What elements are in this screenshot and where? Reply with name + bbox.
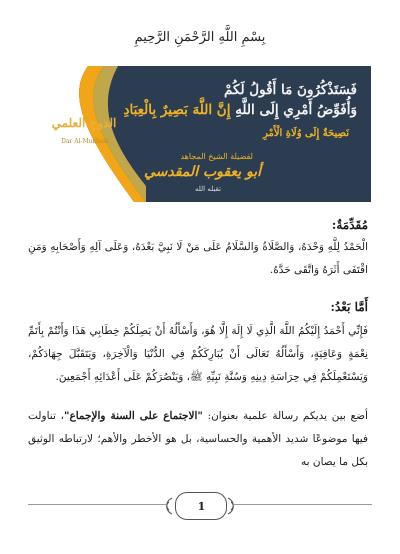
footer-ornament-right-icon	[227, 497, 237, 515]
last-paragraph-post: ، تناولت فيها موضوعًا شديد الأهمية والحساسية، بل هو الأخطر والأهم؛ لارتباطه الوثيق بكل ما يصان به	[28, 410, 368, 468]
banner-subtitle: نَصِيحَةٌ إِلَى وُلَاةِ الْأَمْرِ	[262, 128, 349, 139]
publisher-logo: الدوح العلمي	[51, 116, 117, 130]
page-number: 1	[197, 500, 206, 513]
title-banner	[26, 66, 371, 202]
headline-line-2b: إِنَّ اللَّهَ بَصِيرٌ بِالْعِبَادِ	[123, 102, 231, 118]
author-prefix: لفضيلة الشيخ المجاهد	[180, 152, 253, 161]
author-suffix: تقبله الله	[194, 185, 221, 193]
footer-divider-right	[234, 504, 372, 505]
last-paragraph-pre: أضع بين يديكم رسالة علمية بعنوان:	[202, 410, 368, 422]
amma-paragraph: فَإِنِّي أَحْمَدُ إِلَيْكُمُ اللَّهَ الَّذِي لَا إِلَهَ إِلَّا هُوَ، وَأَسْأَلُهُ أَنْ يَصِلَكُمْ خِطَابِي هَذَا وَأَنْتُمْ بِأَتَمِّ نِعْمَةٍ وَعَافِيَةٍ، وَأَسْأَلُهُ تَعَالَى أَنْ يُبَارِكَكُمْ فِي الدُّنْيَا وَالْآخِرَةِ، وَيَتَقَبَّلَ جِهَادَكُمْ، وَيَسْتَعْمِلَكُمْ فِي حِرَاسَةِ دِينِهِ وَسُنَّةِ نَبِيِّهِ ﷺ، وَيَنْصُرَكُمْ عَلَى أَعْدَائِهِ أَجْمَعِينَ.	[28, 325, 368, 383]
intro-paragraph: الْحَمْدُ لِلَّهِ وَحْدَهُ، وَالصَّلَاةُ وَالسَّلَامُ عَلَى مَنْ لَا نَبِيَّ بَعْدَهُ، وَعَلَى آلِهِ وَأَصْحَابِهِ وَمَنِ اقْتَفَى أَثَرَهُ وَاتَّقَى حَدَّهُ.	[28, 241, 368, 276]
author-name: أبو يعقوب المقدسي	[144, 164, 261, 180]
headline-line-1: فَسَتَذْكُرُونَ مَا أَقُولُ لَكُمْ	[224, 82, 357, 98]
intro-heading: مُقَدِّمَةٌ:	[331, 218, 368, 232]
footer-divider-left	[28, 504, 166, 505]
headline-line-2	[117, 100, 357, 120]
last-paragraph	[28, 405, 368, 474]
footer-ornament-left-icon	[163, 497, 173, 515]
basmala: بِسْمِ اللَّهِ الرَّحْمَنِ الرَّحِيمِ	[134, 30, 266, 45]
banner-headline	[117, 80, 357, 120]
last-paragraph-title: "الاجتماع على السنة والإجماع"	[63, 410, 203, 422]
publisher-logo-subtitle: Dar Al-Mukhsin	[61, 138, 109, 145]
headline-line-2a: وَأُفَوِّضُ أَمْرِي إِلَى اللَّهِ	[235, 102, 357, 118]
amma-heading: أَمَّا بَعْدُ:	[330, 300, 368, 314]
